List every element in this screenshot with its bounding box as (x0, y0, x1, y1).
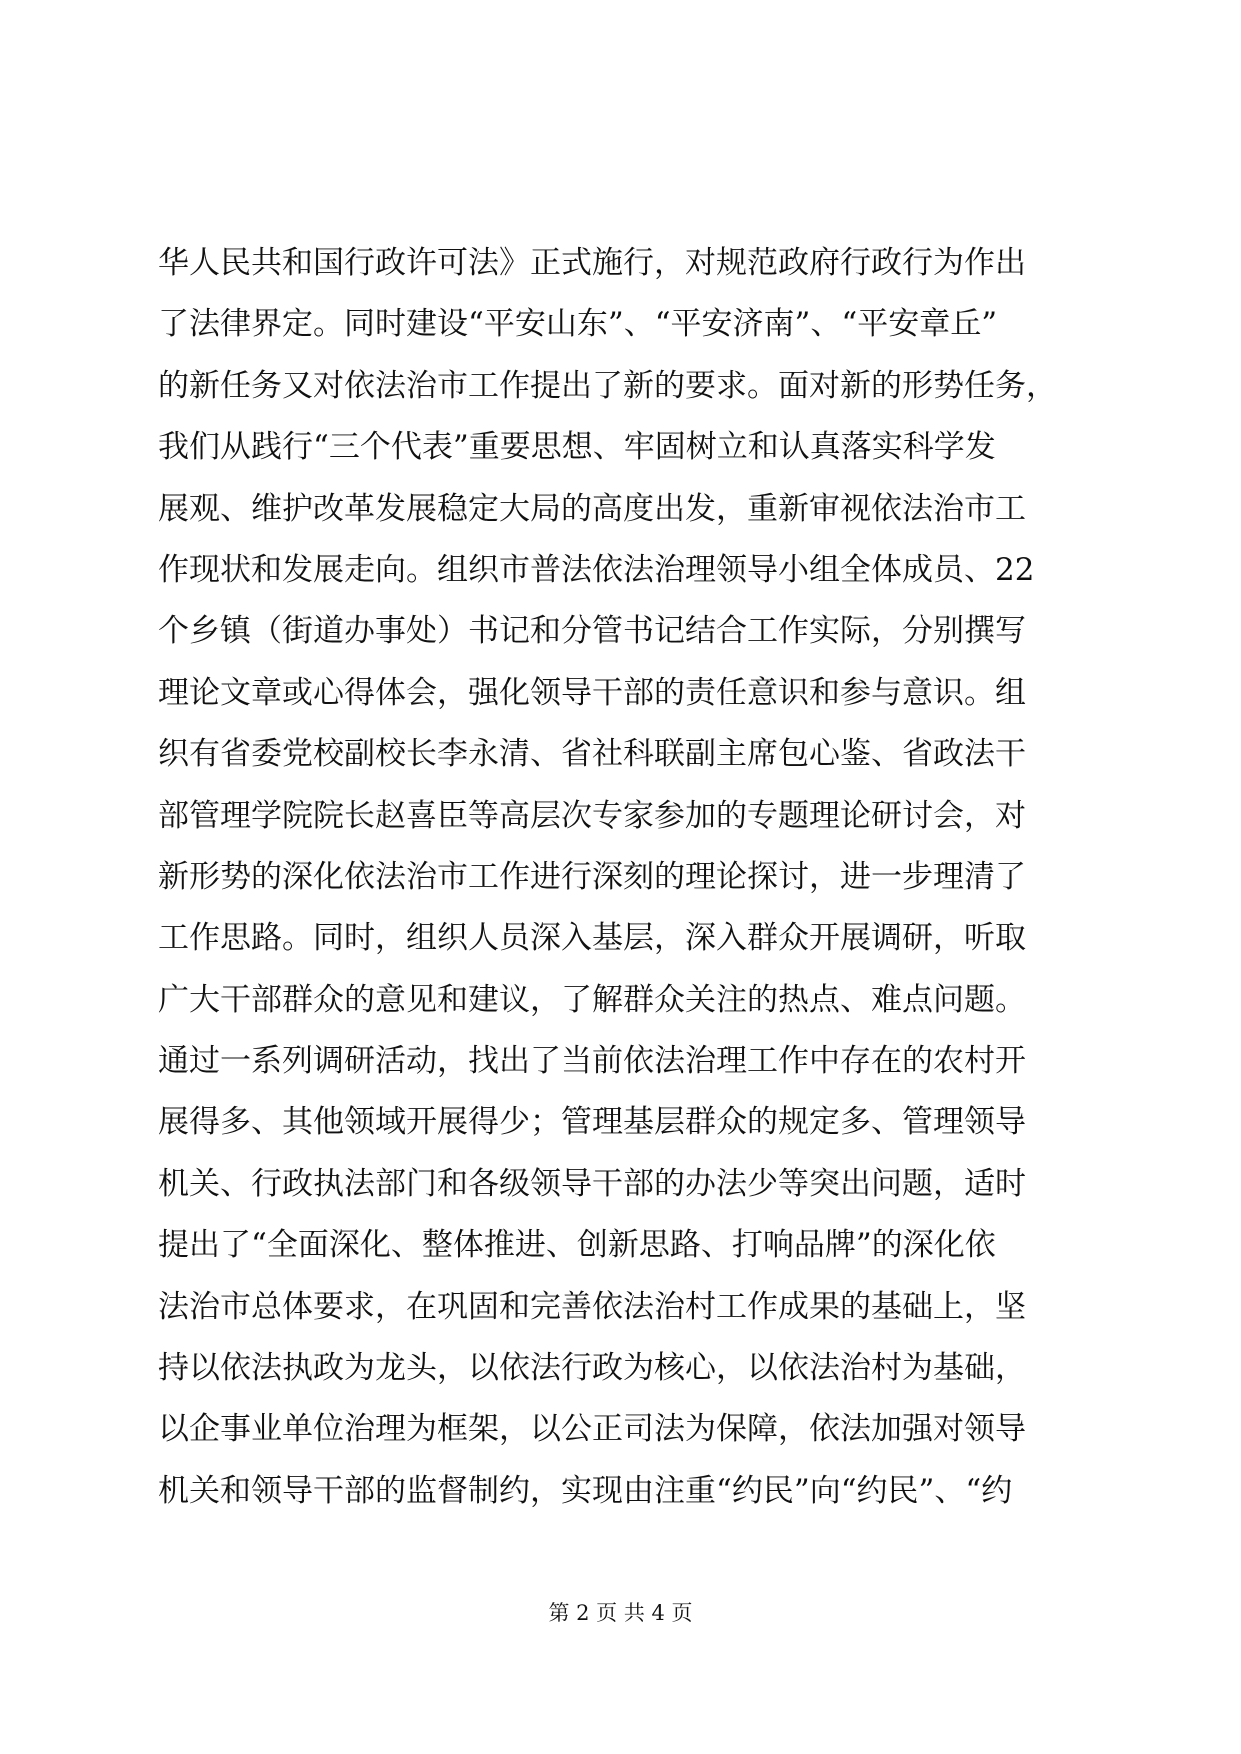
text-line: 通过一系列调研活动，找出了当前依法治理工作中存在的农村开 (158, 1043, 1026, 1080)
text-line: 机关和领导干部的监督制约，实现由注重“约民”向“约民”、“约 (158, 1472, 1013, 1509)
text-line: 作现状和发展走向。组织市普法依法治理领导小组全体成员、22 (158, 551, 1035, 588)
text-line: 我们从践行“三个代表”重要思想、牢固树立和认真落实科学发 (158, 429, 996, 466)
text-line: 机关、行政执法部门和各级领导干部的办法少等突出问题，适时 (158, 1165, 1026, 1202)
text-line: 的新任务又对依法治市工作提出了新的要求。面对新的形势任务， (158, 367, 1057, 404)
text-line: 织有省委党校副校长李永清、省社科联副主席包心鉴、省政法干 (158, 736, 1026, 773)
text-line: 新形势的深化依法治市工作进行深刻的理论探讨，进一步理清了 (158, 858, 1026, 895)
text-line: 以企事业单位治理为框架，以公正司法为保障，依法加强对领导 (158, 1411, 1026, 1448)
text-line: 个乡镇（街道办事处）书记和分管书记结合工作实际，分别撰写 (158, 613, 1026, 650)
body-paragraph (158, 233, 1118, 1522)
text-line: 持以依法执政为龙头，以依法行政为核心，以依法治村为基础， (158, 1350, 1026, 1387)
text-line: 部管理学院院长赵喜臣等高层次专家参加的专题理论研讨会，对 (158, 797, 1026, 834)
text-line: 理论文章或心得体会，强化领导干部的责任意识和参与意识。组 (158, 674, 1026, 711)
text-line: 广大干部群众的意见和建议，了解群众关注的热点、难点问题。 (158, 981, 1026, 1018)
text-line: 了法律界定。同时建设“平安山东”、“平安济南”、“平安章丘” (158, 306, 998, 343)
text-line: 华人民共和国行政许可法》正式施行，对规范政府行政行为作出 (158, 245, 1026, 281)
text-line: 工作思路。同时，组织人员深入基层，深入群众开展调研，听取 (158, 920, 1026, 957)
text-line: 提出了“全面深化、整体推进、创新思路、打响品牌”的深化依 (158, 1227, 996, 1264)
text-line: 展观、维护改革发展稳定大局的高度出发，重新审视依法治市工 (158, 490, 1026, 527)
text-line: 展得多、其他领域开展得少；管理基层群众的规定多、管理领导 (158, 1104, 1026, 1141)
text-line: 法治市总体要求，在巩固和完善依法治村工作成果的基础上，坚 (158, 1288, 1026, 1325)
page-number-footer: 第 2 页 共 4 页 (548, 1601, 693, 1625)
